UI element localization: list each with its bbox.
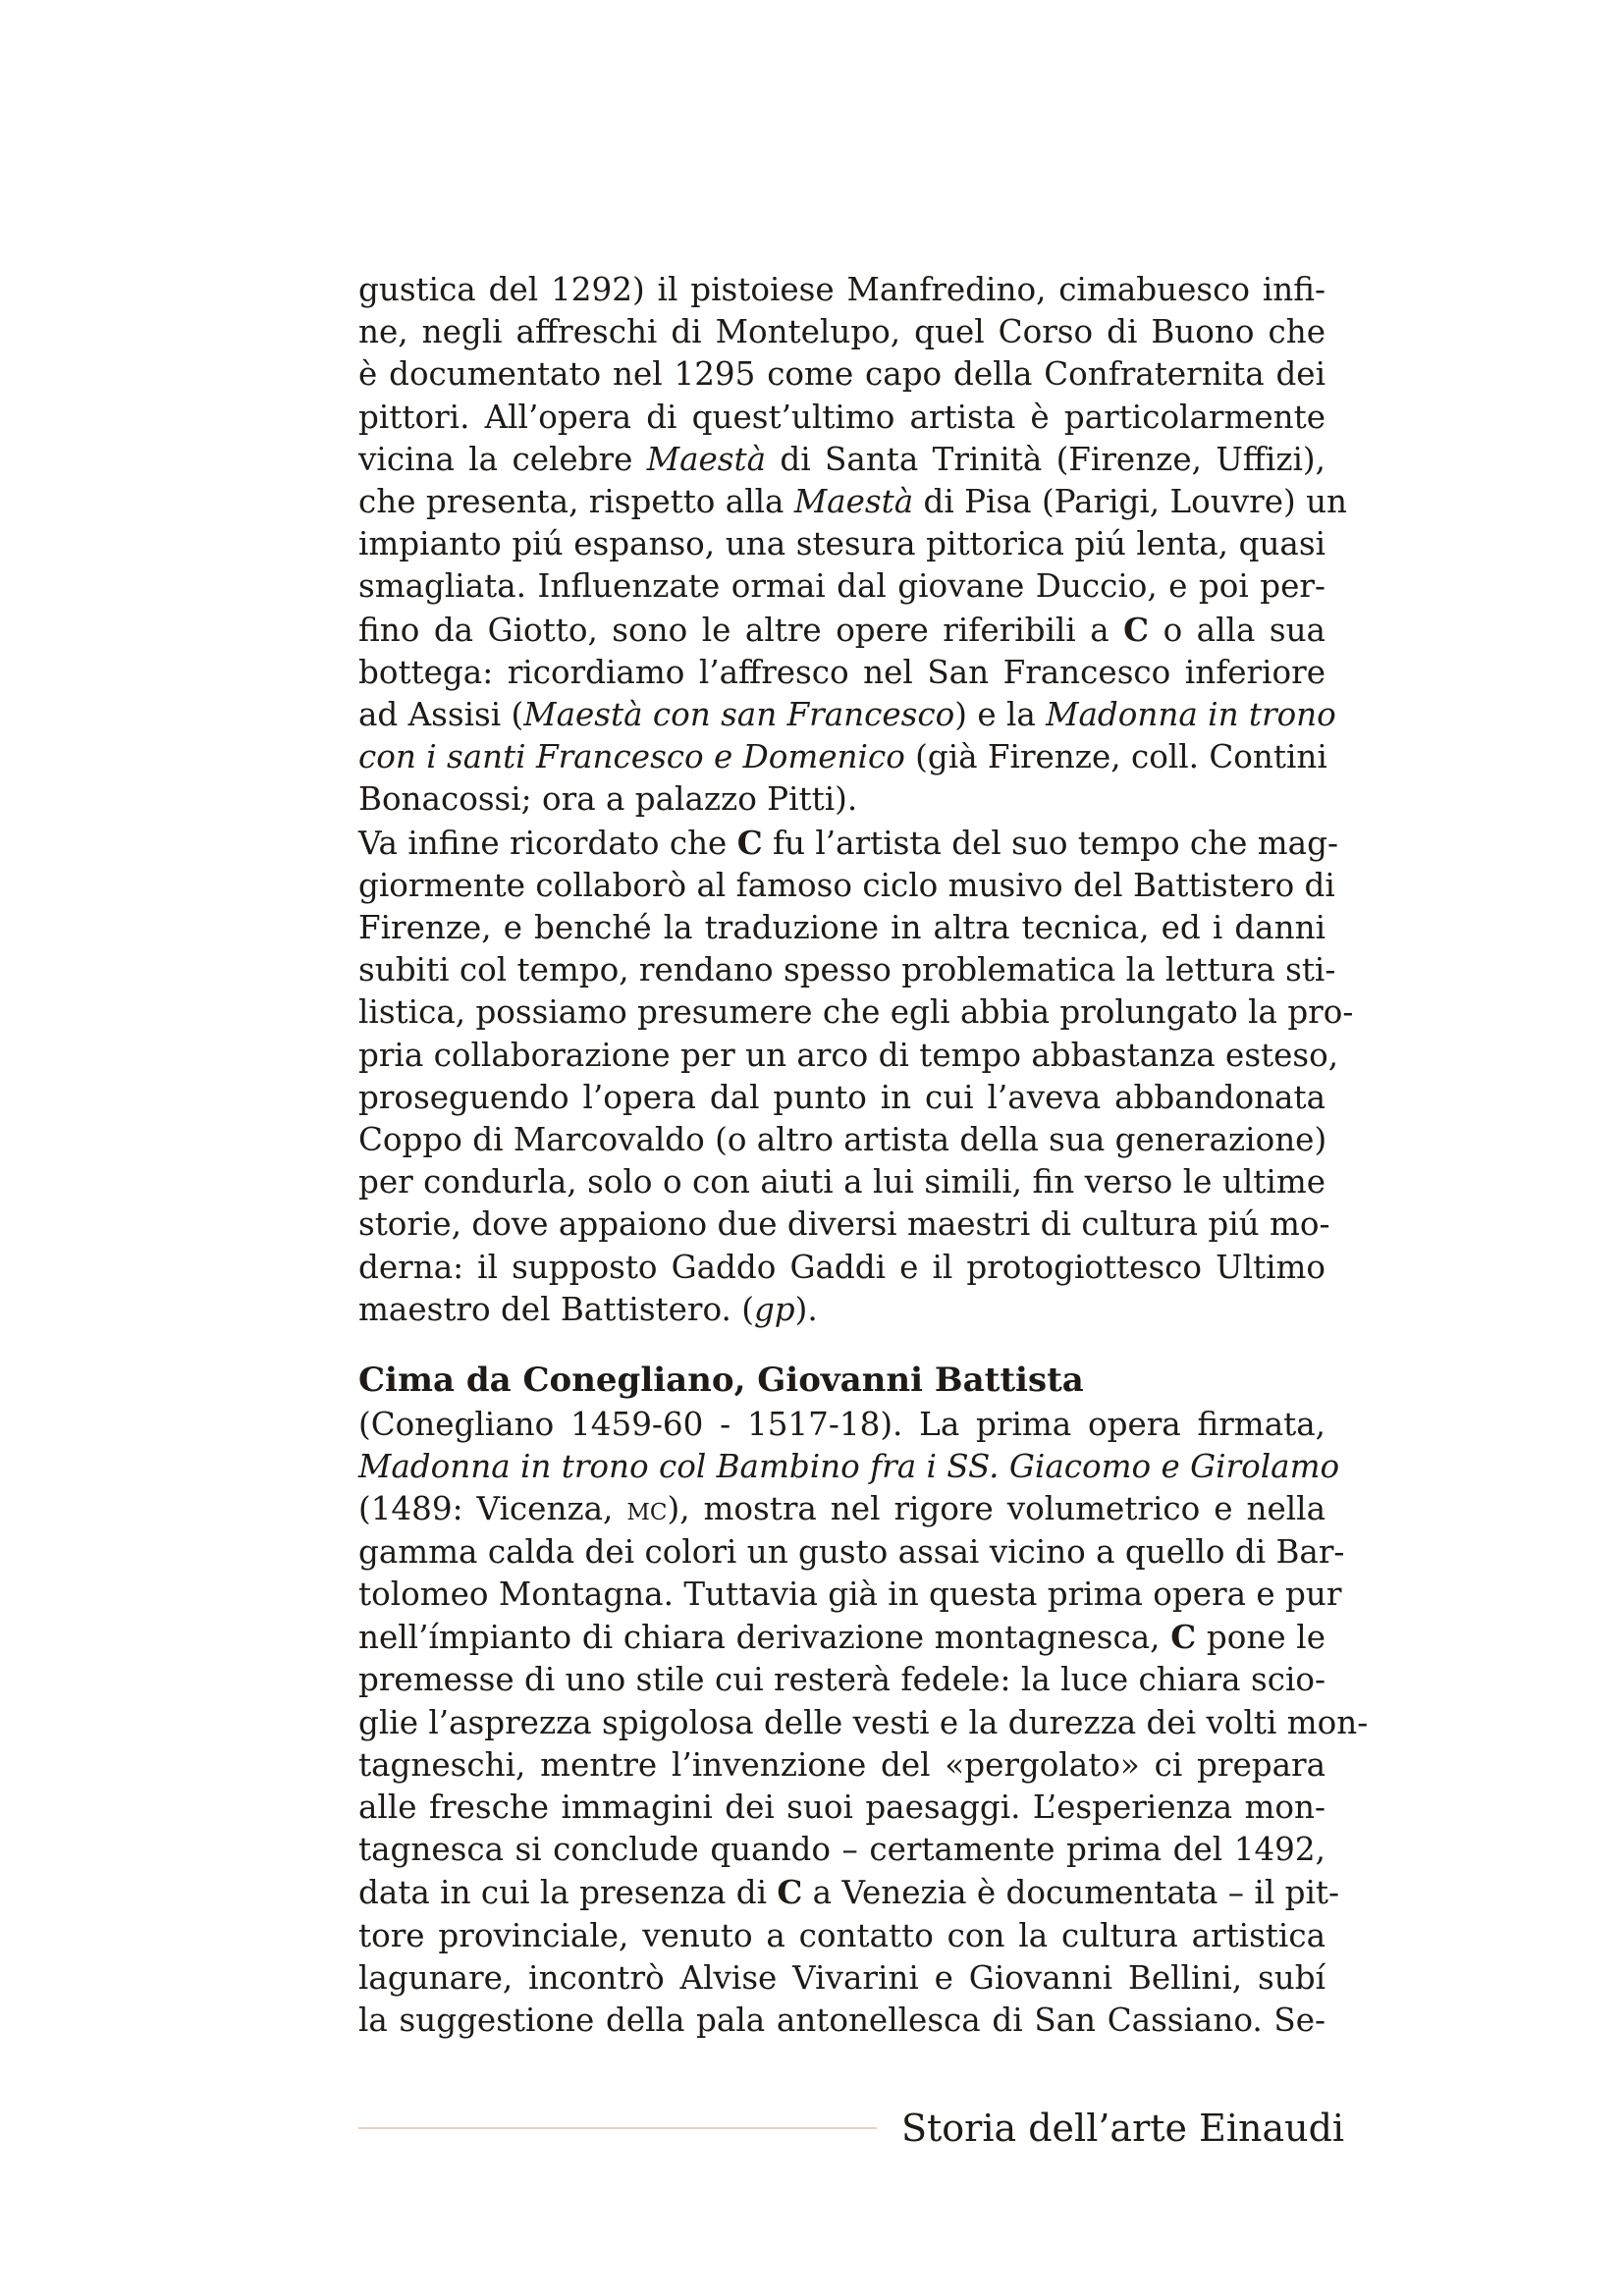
text-line: tagnesca si conclude quando – certamente prima del 1492, [358,1831,1325,1869]
text-line: tagneschi, mentre l’invenzione del «pergolato» ci prepara [358,1745,1325,1784]
text-line: Firenze, e benché la traduzione in altra tecnica, ed i danni [358,909,1325,947]
text-line: vicina la celebre Maestà di Santa Trinità (Firenze, Uffizi), [358,440,1325,478]
text-line: impianto piú espanso, una stesura pittorica piú lenta, quasi [358,525,1325,563]
text-line: (1489: Vicenza, mc), mostra nel rigore volumetrico e nella [358,1490,1325,1528]
text-line: pria collaborazione per un arco di tempo abbastanza esteso, [358,1036,1339,1074]
text-line: gamma calda dei colori un gusto assai vicino a quello di Bar- [358,1532,1345,1571]
entry-body-continued [358,269,1354,1331]
text-line: la suggestione della pala antonellesca di San Cassiano. Se- [358,2001,1325,2039]
text-line: ad Assisi (Maestà con san Francesco) e la Madonna in trono [358,696,1336,734]
text-line: storie, dove appaiono due diversi maestri di cultura piú mo- [358,1205,1330,1244]
text-line: giormente collaborò al famoso ciclo musivo del Battistero di [358,866,1335,904]
entry-heading: Cima da Conegliano, Giovanni Battista [358,1361,1084,1401]
text-line: data in cui la presenza di C a Venezia è documentata – il pit- [358,1873,1339,1912]
text-line: che presenta, rispetto alla Maestà di Pisa (Parigi, Louvre) un [358,483,1348,521]
text-line: tolomeo Montagna. Tuttavia già in questa prima opera e pur [358,1575,1342,1613]
text-line: Va infine ricordato che C fu l’artista del suo tempo che mag- [358,823,1338,862]
text-line: lagunare, incontrò Alvise Vivarini e Giovanni Bellini, subí [358,1958,1325,1997]
text-line: fino da Giotto, sono le altre opere riferibili a C o alla sua [358,610,1325,649]
text-line: con i santi Francesco e Domenico (già Firenze, coll. Contini [358,738,1327,776]
text-line: derna: il supposto Gaddo Gaddi e il protogiottesco Ultimo [358,1248,1325,1286]
text-line: Madonna in trono col Bambino fra i SS. Giacomo e Girolamo [358,1448,1340,1486]
entry-body-cima [358,1404,1369,2042]
text-line: bottega: ricordiamo l’affresco nel San Francesco inferiore [358,653,1325,691]
footer-rule [358,2127,877,2129]
text-line: nell’ímpianto di chiara derivazione montagnesca, C pone le [358,1618,1326,1657]
text-line: gustica del 1292) il pistoiese Manfredino, cimabuesco infi- [358,271,1325,308]
text-line: glie l’asprezza spigolosa delle vesti e la durezza dei volti mon- [358,1703,1369,1741]
text-line: smagliata. Influenzate ormai dal giovane Duccio, e poi per- [358,567,1325,606]
section-gap [358,1331,1325,1357]
text-line: ne, negli affreschi di Montelupo, quel Corso di Buono che [358,313,1325,351]
text-line: Coppo di Marcovaldo (o altro artista della sua generazione) [358,1121,1327,1159]
text-line: (Conegliano 1459-60 - 1517-18). La prima opera firmata, [358,1406,1325,1444]
text-line: proseguendo l’opera dal punto in cui l’aveva abbandonata [358,1078,1325,1116]
text-line: maestro del Battistero. (gp). [358,1290,818,1328]
text-line: per condurla, solo o con aiuti a lui simili, fin verso le ultime [358,1163,1325,1201]
text-line: pittori. All’opera di quest’ultimo artista è particolarmente [358,398,1325,436]
text-line: subiti col tempo, rendano spesso problematica la lettura sti- [358,951,1336,989]
footer-title: Storia dell’arte Einaudi [901,2107,1345,2150]
text-line: è documentato nel 1295 come capo della Confraternita dei [358,355,1325,394]
text-line: alle fresche immagini dei suoi paesaggi. L’esperienza mon- [358,1788,1325,1826]
text-line: listica, possiamo presumere che egli abbia prolungato la pro- [358,993,1354,1032]
text-column [358,269,1369,2042]
text-line: Bonacossi; ora a palazzo Pitti). [358,780,858,819]
text-line: tore provinciale, venuto a contatto con la cultura artistica [358,1916,1325,1954]
text-line: premesse di uno stile cui resterà fedele: la luce chiara scio- [358,1661,1325,1699]
